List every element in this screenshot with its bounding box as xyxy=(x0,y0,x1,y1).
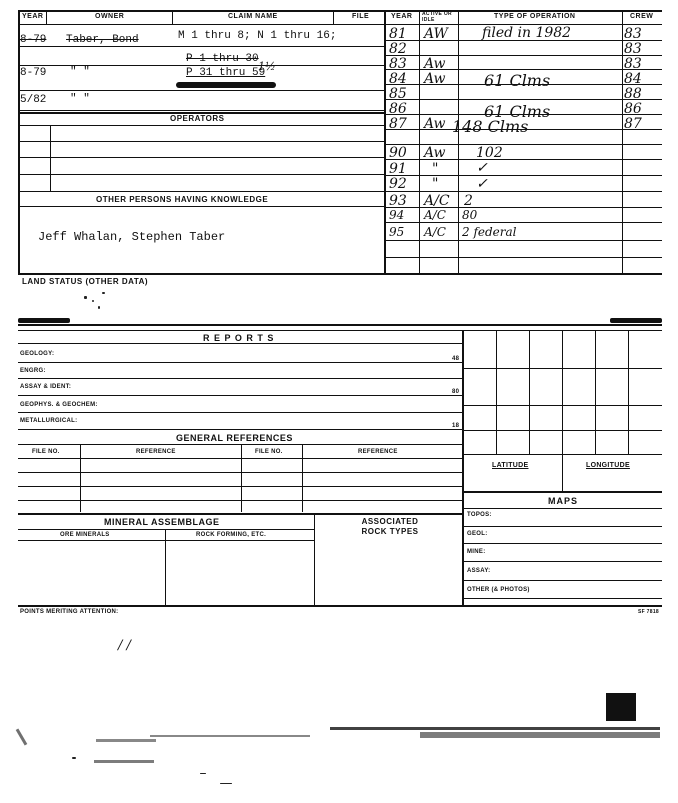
log-operation-93: 2 xyxy=(464,193,473,209)
reports-assay-label: ASSAY & IDENT: xyxy=(20,384,72,390)
log-status-87: Aw xyxy=(424,116,446,132)
maps-other: OTHER (& PHOTOS) xyxy=(467,587,530,593)
log-crew-85: 88 xyxy=(624,86,642,102)
header-year: YEAR xyxy=(22,13,44,20)
col-file-no: FILE NO. xyxy=(32,449,60,455)
reports-geology-num: 48 xyxy=(452,356,460,362)
header-crew: CREW xyxy=(630,13,654,20)
log-year-85: 85 xyxy=(389,86,407,102)
reports-metallurgical-num: 18 xyxy=(452,423,460,429)
log-year-84: 84 xyxy=(389,71,407,87)
log-crew-86: 86 xyxy=(624,101,642,117)
header-file: FILE xyxy=(352,13,370,20)
reports-geology-label: GEOLOGY: xyxy=(20,351,55,357)
owner-row-4-year: 5/82 xyxy=(20,94,47,106)
owner-row-1-claim: M 1 thru 8; N 1 thru 16; xyxy=(178,30,337,42)
redaction-mark xyxy=(176,82,276,88)
handwritten-mark: / / xyxy=(118,638,131,653)
log-status-92: " xyxy=(432,176,439,192)
log-year-91: 91 xyxy=(389,161,407,177)
log-operation-90: 102 xyxy=(476,145,503,161)
log-year-83: 83 xyxy=(389,56,407,72)
col-file-no-2: FILE NO. xyxy=(255,449,283,455)
log-status-84: Aw xyxy=(424,71,446,87)
maps-assay: ASSAY: xyxy=(467,568,491,574)
log-year-90: 90 xyxy=(389,145,407,161)
longitude-label: LONGITUDE xyxy=(586,462,630,469)
log-status-91: " xyxy=(432,161,439,177)
associated-rock-types: ASSOCIATED ROCK TYPES xyxy=(361,517,419,536)
log-operation-84: 61 Clms xyxy=(484,71,551,90)
log-status-93: A/C xyxy=(424,193,450,209)
col-reference-2: REFERENCE xyxy=(358,449,398,455)
owner-row-4-owner: " " xyxy=(70,93,90,105)
owner-row-3-owner: " " xyxy=(70,66,90,78)
general-references-title: GENERAL REFERENCES xyxy=(176,433,293,443)
log-year-95: 95 xyxy=(389,225,405,239)
log-year-93: 93 xyxy=(389,193,407,209)
latitude-label: LATITUDE xyxy=(492,462,529,469)
operators-title: OPERATORS xyxy=(170,114,225,123)
reports-title: R E P O R T S xyxy=(203,333,275,343)
maps-mine: MINE: xyxy=(467,549,486,555)
log-operation-81: filed in 1982 xyxy=(482,25,572,41)
col-reference: REFERENCE xyxy=(136,449,176,455)
other-persons-value: Jeff Whalan, Stephen Taber xyxy=(38,230,226,244)
rock-forming-label: ROCK FORMING, ETC. xyxy=(196,532,267,538)
log-status-94: A/C xyxy=(424,208,446,222)
log-year-86: 86 xyxy=(389,101,407,117)
land-status-label: LAND STATUS (OTHER DATA) xyxy=(22,277,149,286)
owner-row-1-owner: Taber, Bond xyxy=(66,34,139,46)
points-meriting-attention: POINTS MERITING ATTENTION: xyxy=(20,609,119,615)
log-operation-95: 2 federal xyxy=(462,225,517,239)
log-status-83: Aw xyxy=(424,56,446,72)
reports-engrg-label: ENGRG: xyxy=(20,368,46,374)
mineral-assemblage-title: MINERAL ASSEMBLAGE xyxy=(104,517,220,527)
handwritten-note: 1½ xyxy=(258,60,276,73)
owner-row-3-claim: P 31 thru 59 xyxy=(186,67,266,79)
owner-row-2-claim: P 1 thru 30 xyxy=(186,53,259,65)
maps-topos: TOPOS: xyxy=(467,512,492,518)
reports-assay-num: 80 xyxy=(452,389,460,395)
log-year-82: 82 xyxy=(389,41,407,57)
left-border xyxy=(18,10,20,275)
log-check-92: ✓ xyxy=(476,176,488,192)
header-year-right: YEAR xyxy=(391,13,413,20)
header-type-of-operation: TYPE OF OPERATION xyxy=(494,13,576,20)
ore-minerals-label: ORE MINERALS xyxy=(60,532,110,538)
log-status-95: A/C xyxy=(424,225,446,239)
form-number: SF 7818 xyxy=(638,609,660,615)
reports-geophys-label: GEOPHYS. & GEOCHEM: xyxy=(20,402,98,408)
other-persons-title: OTHER PERSONS HAVING KNOWLEDGE xyxy=(96,195,269,204)
log-status-90: Aw xyxy=(424,145,446,161)
header-owner: OWNER xyxy=(95,13,125,20)
header-active-or-idle: ACTIVE OR IDLE xyxy=(422,11,452,23)
log-operation-87: 148 Clms xyxy=(452,117,529,136)
reports-metallurgical-label: METALLURGICAL: xyxy=(20,418,78,424)
log-status-81: AW xyxy=(424,26,448,42)
log-crew-84: 84 xyxy=(624,71,642,87)
owner-row-3-year: 8-79 xyxy=(20,67,47,79)
log-crew-87: 87 xyxy=(624,116,642,132)
log-operation-94: 80 xyxy=(462,208,478,222)
log-crew-81: 83 xyxy=(624,26,642,42)
log-crew-82: 83 xyxy=(624,41,642,57)
log-year-81: 81 xyxy=(389,26,407,42)
maps-geol: GEOL: xyxy=(467,531,488,537)
owner-row-1-year: 8-79 xyxy=(20,34,47,46)
log-year-92: 92 xyxy=(389,176,407,192)
log-crew-83: 83 xyxy=(624,56,642,72)
log-year-87: 87 xyxy=(389,116,407,132)
header-claim-name: CLAIM NAME xyxy=(228,13,278,20)
log-operation-86: 61 Clms xyxy=(484,102,551,121)
log-year-94: 94 xyxy=(389,208,405,222)
maps-title: MAPS xyxy=(548,496,579,506)
log-check-91: ✓ xyxy=(476,160,488,176)
